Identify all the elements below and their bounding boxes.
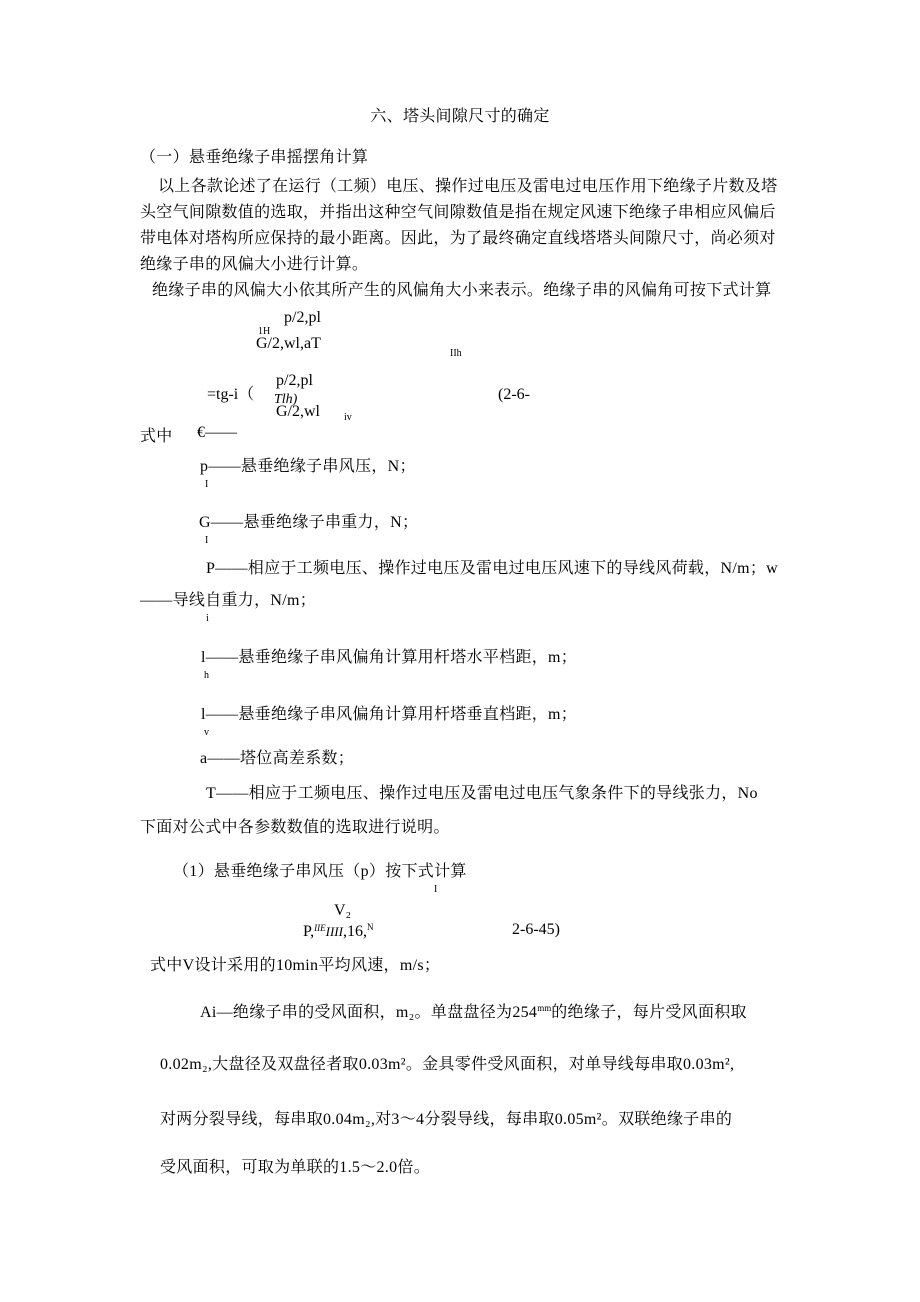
para5-line1-b: 的绝缘子，每片受风面积取: [551, 1004, 747, 1021]
definition-lh-text: ——悬垂绝缘子串风偏角计算用杆塔水平档距，m；: [205, 649, 578, 666]
formula2-equation-number: 2-6-45): [512, 921, 560, 938]
definition-g: [199, 513, 418, 533]
definition-lv-subscript: v: [204, 727, 209, 738]
doc-title: 六、塔头间隙尺寸的确定: [370, 108, 550, 125]
para1-line4: 绝缘子串的风偏大小进行计算。: [140, 256, 369, 273]
formula2-superscript1: IIE: [314, 923, 326, 933]
definition-p-text: ——悬垂绝缘子串风压，N；: [208, 458, 416, 475]
para2: 绝缘子串的风偏大小依其所产生的风偏角大小来表示。绝缘子串的风偏角可按下式计算: [152, 282, 772, 299]
where-label: 式中: [140, 428, 173, 445]
formula1-numerator-top: p/2,pl: [284, 309, 321, 326]
para5-line4: 受风面积，可取为单联的1.5～2.0倍。: [160, 1159, 431, 1176]
definition-lv-text: ——悬垂绝缘子串风偏角计算用杆塔垂直档距，m；: [205, 706, 578, 723]
definition-T: [206, 784, 758, 804]
para5-line1: [200, 1003, 747, 1023]
definition-g-text: ——悬垂绝缘子串重力，N；: [210, 514, 419, 531]
para5-line1-sup-mm: mm: [537, 1003, 552, 1013]
item1-subscript: I: [434, 884, 438, 895]
definition-lv-lead: l: [201, 706, 206, 723]
formula2-numerator: V₂: [334, 902, 352, 919]
definition-w-continuation: ——导线自重力，N/m；: [140, 592, 317, 609]
definition-g-subscript: I: [205, 535, 209, 546]
definition-a: [200, 749, 354, 769]
formula1-subscript-iv: iv: [344, 412, 352, 423]
definition-a-text: ——塔位高差系数；: [207, 750, 355, 767]
formula2-body: [303, 922, 373, 942]
formula1-mid-italic: Tlh): [274, 392, 298, 407]
definition-lh-lead: l: [201, 649, 206, 666]
definition-lv: [201, 705, 577, 725]
para3: 下面对公式中各参数数值的选取进行说明。: [140, 819, 450, 836]
definition-p: [200, 457, 416, 477]
definition-T-lead: T: [206, 785, 217, 802]
formula2-superscript2: N: [366, 922, 374, 932]
formula1-subscript-left: 1H: [258, 326, 271, 337]
definition-p-subscript: I: [205, 479, 209, 490]
definition-lh-subscript: h: [204, 670, 209, 681]
definition-P: [206, 559, 778, 579]
definition-g-lead: G: [199, 514, 211, 531]
formula2-tail: ,16,: [342, 923, 367, 940]
where-symbol: €——: [197, 424, 237, 441]
formula2-p: P,: [303, 923, 315, 940]
formula1-numerator: p/2,pl: [276, 372, 313, 389]
definition-P-text: ——相应于工频电压、操作过电压及雷电过电压风速下的导线风荷载，N/m；w: [215, 560, 779, 577]
definition-lh: [201, 648, 577, 668]
para5-line2: 0.02m₂,大盘径及双盘径者取0.03m²。金具零件受风面积，对单导线每串取0.03m²,: [160, 1056, 735, 1073]
formula1-lhs: =tg-i（: [207, 386, 255, 403]
formula2-mid: IIII: [325, 924, 343, 939]
formula1-subscript-right: IIh: [450, 348, 462, 359]
definition-P-lead: P: [206, 560, 216, 577]
para4: 式中V设计采用的10min平均风速，m/s；: [150, 957, 441, 974]
definition-a-lead: a: [200, 750, 208, 767]
definition-T-text: ——相应于工频电压、操作过电压及雷电过电压气象条件下的导线张力，No: [216, 785, 758, 802]
formula1-denominator: G/2,wl: [276, 403, 320, 420]
formula1-equation-number: (2-6-: [498, 386, 530, 403]
para1-line2: 头空气间隙数值的选取，并指出这种空气间隙数值是指在规定风速下绝缘子串相应风偏后: [140, 204, 776, 221]
definition-w-subscript: i: [206, 613, 209, 624]
item1: （1）悬垂绝缘子串风压（p）按下式计算: [173, 863, 467, 880]
definition-p-lead: p: [200, 458, 209, 475]
para1-line3: 带电体对塔构所应保持的最小距离。因此，为了最终确定直线塔塔头间隙尺寸，尚必须对: [140, 230, 776, 247]
para1-line1: 以上各款论述了在运行（工频）电压、操作过电压及雷电过电压作用下绝缘子片数及塔: [158, 178, 778, 195]
para5-line1-a: Ai—绝缘子串的受风面积，m₂。单盘盘径为254: [200, 1004, 538, 1021]
para5-line3: 对两分裂导线，每串取0.04m₂,对3～4分裂导线，每串取0.05m²。双联绝缘子串的: [160, 1111, 733, 1128]
formula1-denominator-top: G/2,wl,aT: [256, 335, 321, 352]
section-heading: （一）悬垂绝缘子串摇摆角计算: [140, 149, 369, 166]
